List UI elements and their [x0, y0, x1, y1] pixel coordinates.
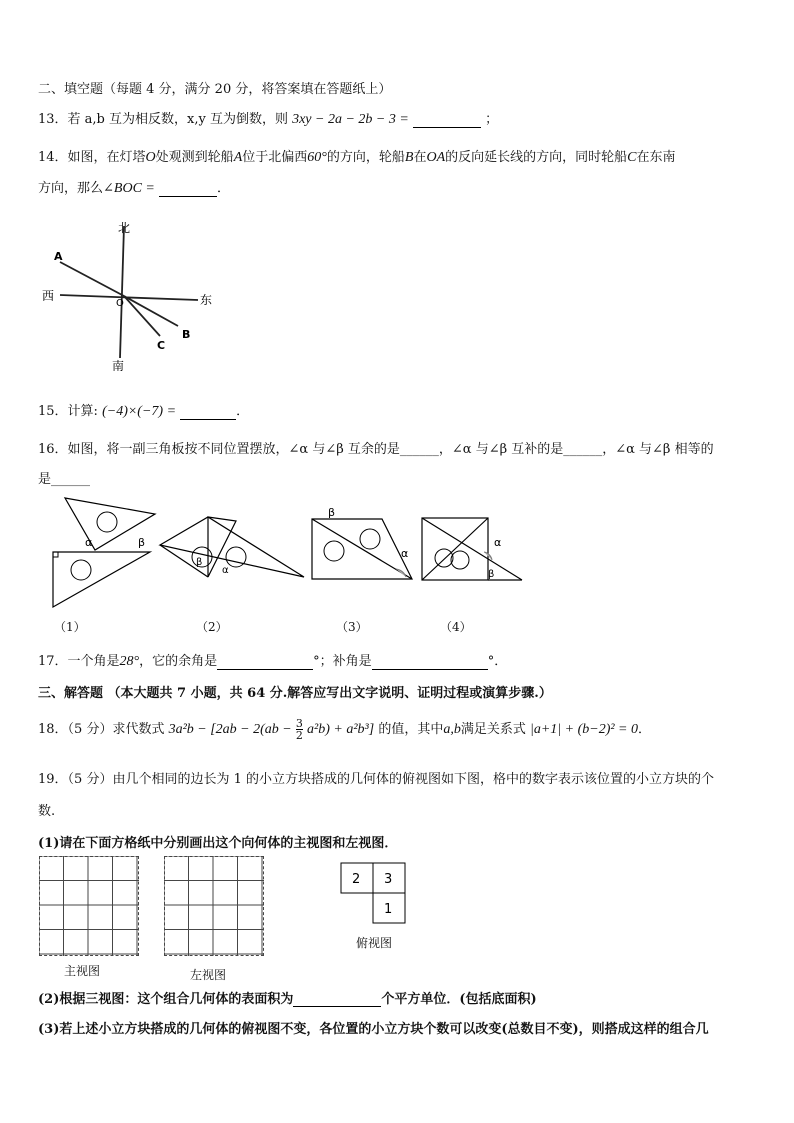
left-view-label: 左视图: [190, 968, 227, 982]
point-a-label: A: [54, 250, 63, 263]
triangle-figure-3: [308, 505, 418, 585]
question-18: 18．（5 分）求代数式 3a²b − [2ab − 2(ab − $\frac{3}{2}$ a²b) + a²b³] 的值，其中a,b满足关系式 |a+1| + (b−2)² = 0．: [38, 717, 652, 742]
point-o-label: O: [116, 298, 124, 309]
q19-surface-area-blank[interactable]: [293, 1006, 381, 1007]
triangle-figure-2: [158, 515, 308, 585]
fig-label-4: （4）: [440, 620, 472, 634]
fig4-beta: β: [488, 569, 495, 580]
top-view-cell-2: 2: [352, 872, 361, 887]
question-14-line2: 方向，那么∠BOC = ．: [38, 181, 231, 196]
question-19-part2: (2)根据三视图：这个组合几何体的表面积为 个平方单位．(包括底面积): [38, 992, 537, 1007]
front-view-grid[interactable]: [39, 856, 139, 956]
fig-label-1: （1）: [54, 620, 86, 634]
q17-complement-blank[interactable]: [217, 669, 313, 670]
question-16-line1: 16．如图，将一副三角板按不同位置摆放，∠α 与∠β 互余的是______，∠α 与∠β 互补的是______，∠α 与∠β 相等的: [38, 442, 714, 457]
fig3-alpha: α: [401, 547, 409, 560]
top-view-figure: [340, 862, 410, 924]
top-view-label: 俯视图: [356, 936, 393, 950]
q14-answer-blank[interactable]: [159, 196, 217, 197]
fig2-alpha: α: [222, 565, 229, 576]
section2-title: 二、填空题（每题 4 分，满分 20 分，将答案填在答题纸上）: [38, 82, 392, 97]
top-view-cell-1: 1: [384, 902, 393, 917]
q13-answer-blank[interactable]: [413, 127, 481, 128]
fig-label-2: （2）: [196, 620, 228, 634]
q17-supplement-blank[interactable]: [372, 669, 488, 670]
question-13: [38, 108, 498, 128]
left-view-grid[interactable]: [164, 856, 264, 956]
fig4-alpha: α: [494, 536, 502, 549]
fig3-beta: β: [328, 506, 336, 519]
q13-text: 13．若 a,b 互为相反数，x,y 互为倒数，则: [38, 112, 288, 127]
north-south-line: [120, 226, 124, 358]
question-17: 17．一个角是28°，它的余角是 °；补角是 °．: [38, 654, 508, 669]
question-19-part1: (1)请在下面方格纸中分别画出这个向何体的主视图和左视图．: [38, 836, 398, 851]
ray-oc: [124, 296, 160, 336]
question-16-line2: 是______: [38, 472, 91, 487]
q13-end: ；: [485, 112, 499, 127]
front-view-label: 主视图: [64, 964, 101, 978]
question-14-line1: 14．如图，在灯塔O处观测到轮船A位于北偏西60°的方向，轮船B在OA的反向延长线的方向，同时轮船C在东南: [38, 150, 676, 165]
west-label: 西: [42, 289, 55, 303]
q13-expression: 3xy − 2a − 2b − 3 =: [292, 112, 409, 127]
triangle-figure-4: [418, 514, 528, 584]
fig1-beta: β: [138, 536, 146, 549]
question-19-line1: 19．（5 分）由几个相同的边长为 1 的小立方块搭成的几何体的俯视图如下图，格中的数字表示该位置的小立方块的个: [38, 772, 714, 787]
fig2-beta: β: [196, 557, 203, 568]
q15-answer-blank[interactable]: [180, 419, 236, 420]
question-19-line2: 数.: [38, 804, 56, 819]
ray-oa: [60, 262, 124, 296]
triangle-figure-1: [45, 492, 165, 612]
ray-ob: [124, 296, 178, 326]
top-view-cell-3: 3: [384, 872, 393, 887]
question-19-part3: (3)若上述小立方块搭成的几何体的俯视图不变，各位置的小立方块个数可以改变(总数目不变)，则搭成这样的组合几: [38, 1022, 709, 1037]
fig1-alpha: α: [85, 536, 93, 549]
section3-title: 三、解答题 （本大题共 7 小题，共 64 分.解答应写出文字说明、证明过程或演算步骤.）: [38, 686, 552, 701]
fig-label-3: （3）: [336, 620, 368, 634]
north-label: 北: [118, 221, 131, 235]
point-b-label: B: [182, 328, 191, 341]
south-label: 南: [112, 359, 125, 373]
point-c-label: C: [157, 339, 166, 352]
east-label: 东: [200, 293, 213, 307]
compass-figure: [40, 218, 220, 373]
question-15: 15．计算: (−4)×(−7) = ．: [38, 404, 250, 419]
